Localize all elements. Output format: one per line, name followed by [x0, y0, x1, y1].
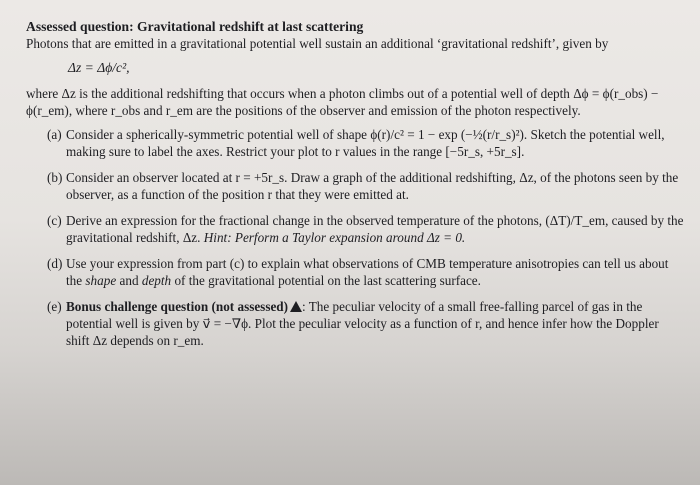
part-c-text: Derive an expression for the fractional change in the observed temperature of the photons, (ΔT)/T_em, caused by the gravitational redshift, Δz.: [66, 213, 684, 245]
part-b-label: (b): [47, 170, 63, 185]
part-e-text: : The peculiar velocity of a small free-falling parcel of gas in the potential well is given by v⃗ = −∇ϕ. Plot the peculiar velocity as a function of r, and hence infer how the Doppler shift Δz depends on r_em.: [66, 299, 659, 348]
part-d-and-word: and: [119, 273, 139, 288]
part-c-hint: Hint: Perform a Taylor expansion around Δz = 0.: [203, 230, 466, 245]
part-e-bonus-title: Bonus challenge question (not assessed): [66, 299, 289, 314]
part-a-text: Consider a spherically-symmetric potential well of shape ϕ(r)/c² = 1 − exp (−½(r/r_s)²). Sketch the potential well, making sure to label the axes. Restrict your plot to r values in the range [−5r_s, +5r_s].: [66, 127, 665, 159]
part-b: [26, 169, 684, 203]
part-e: [26, 298, 684, 349]
part-a-label: (a): [47, 127, 62, 142]
part-c-label: (c): [47, 213, 62, 228]
part-d-text-before: Use your expression from part (c) to explain what observations of CMB temperature anisotropies can tell us about the: [66, 256, 669, 288]
redshift-equation: Δz = Δϕ/c²,: [68, 60, 130, 75]
question-title: Assessed question: Gravitational redshift at last scattering: [26, 19, 364, 34]
part-c: [26, 212, 684, 246]
part-d-depth-word: depth: [141, 273, 172, 288]
question-text: [26, 18, 684, 349]
part-a: [26, 126, 684, 160]
part-d: [26, 255, 684, 289]
part-e-label: (e): [47, 299, 62, 314]
intro-text: Photons that are emitted in a gravitational potential well sustain an additional ‘gravitational redshift’, given by: [26, 36, 609, 51]
part-b-text: Consider an observer located at r = +5r_s. Draw a graph of the additional redshifting, Δz, of the photons seen by the observer, as a function of the position r that they were emitted at.: [66, 170, 679, 202]
where-text: where Δz is the additional redshifting that occurs when a photon climbs out of a potential well of depth Δϕ = ϕ(r_obs) − ϕ(r_em), where r_obs and r_em are the positions of the observer and emission of the photon respectively.: [26, 86, 659, 118]
part-d-text-after: of the gravitational potential on the last scattering surface.: [174, 273, 481, 288]
warning-triangle-icon: [290, 301, 302, 312]
part-d-label: (d): [47, 256, 63, 271]
part-d-shape-word: shape: [85, 273, 117, 288]
